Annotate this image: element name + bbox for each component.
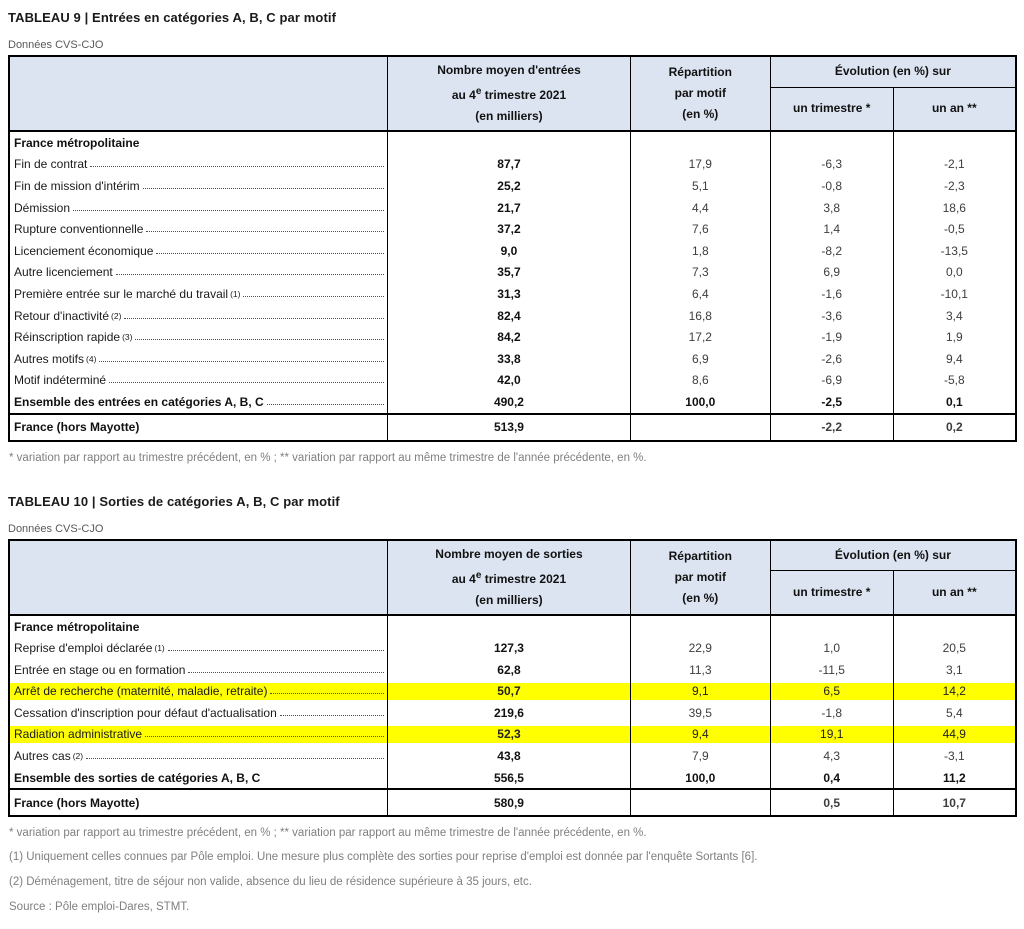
cell-value: 513,9	[388, 414, 631, 441]
row-label	[9, 615, 388, 638]
table-row	[9, 283, 1016, 305]
row-label-text: Démission	[14, 200, 71, 215]
cell-value: 39,5	[630, 702, 770, 724]
group-row	[9, 615, 1016, 638]
row-label-text: France (hors Mayotte)	[14, 795, 140, 810]
cell-value: 6,4	[630, 283, 770, 305]
table-row	[9, 702, 1016, 724]
row-label-text: Entrée en stage ou en formation	[14, 662, 186, 677]
dot-leader	[86, 758, 384, 759]
dot-leader	[145, 736, 384, 737]
cell-value: 7,9	[630, 745, 770, 767]
france-total-row	[9, 414, 1016, 441]
row-label	[9, 745, 388, 767]
cell-value: -10,1	[893, 283, 1016, 305]
cell-value: 580,9	[388, 789, 631, 816]
cell-value: 100,0	[630, 391, 770, 414]
cell-value: -6,3	[770, 154, 893, 176]
cell-value: 19,1	[770, 724, 893, 746]
table-row	[9, 262, 1016, 284]
cell-value: 5,4	[893, 702, 1016, 724]
table-row	[9, 745, 1016, 767]
cell-value: 3,8	[770, 197, 893, 219]
row-label-text: Motif indéterminé	[14, 373, 107, 388]
row-label	[9, 131, 388, 154]
cell-value: 82,4	[388, 305, 631, 327]
cell-value: -2,1	[893, 154, 1016, 176]
cell-value: 20,5	[893, 637, 1016, 659]
cell-value: -1,9	[770, 326, 893, 348]
row-label	[9, 414, 388, 441]
row-label	[9, 197, 388, 219]
measure-line3: (en milliers)	[475, 109, 543, 123]
table-row	[9, 370, 1016, 392]
cell-value: 7,6	[630, 218, 770, 240]
measure-line1: Nombre moyen de sorties	[435, 546, 583, 561]
table-row	[9, 326, 1016, 348]
cell-value: -3,6	[770, 305, 893, 327]
row-label-text: Autres motifs	[14, 351, 85, 366]
table10-header	[9, 540, 1016, 615]
table-row	[9, 175, 1016, 197]
table10-subtitle: Données CVS-CJO	[8, 522, 104, 535]
row-label-text: Licenciement économique	[14, 243, 154, 258]
table9-body	[9, 131, 1016, 414]
row-label-text: Fin de contrat	[14, 157, 88, 172]
cell-value: 6,9	[770, 262, 893, 284]
row-label	[9, 637, 388, 659]
row-label-text: Autre licenciement	[14, 265, 113, 280]
dot-leader	[143, 188, 384, 189]
table-row	[9, 240, 1016, 262]
cell-value	[630, 615, 770, 638]
cell-value	[388, 131, 631, 154]
cell-value: 11,3	[630, 659, 770, 681]
cell-value	[893, 615, 1016, 638]
cell-value: 9,1	[630, 681, 770, 703]
cell-value: 18,6	[893, 197, 1016, 219]
table10-france-row	[9, 789, 1016, 816]
row-label-text: Retour d'inactivité	[14, 308, 110, 323]
row-label	[9, 326, 388, 348]
cell-value: 1,4	[770, 218, 893, 240]
row-label	[9, 370, 388, 392]
cell-value	[770, 131, 893, 154]
row-label-text: France métropolitaine	[14, 135, 140, 150]
cell-value: 0,0	[893, 262, 1016, 284]
group-row	[9, 131, 1016, 154]
cell-value: 6,9	[630, 348, 770, 370]
cell-value: 8,6	[630, 370, 770, 392]
cell-value: 87,7	[388, 154, 631, 176]
dot-leader	[73, 210, 384, 211]
row-label-text: Radiation administrative	[14, 727, 143, 742]
cell-value: -2,2	[770, 414, 893, 441]
row-label	[9, 175, 388, 197]
row-label-text: Première entrée sur le marché du travail	[14, 286, 229, 301]
cell-value: 22,9	[630, 637, 770, 659]
cell-value: -5,8	[893, 370, 1016, 392]
evolution-header: Évolution (en %) sur	[770, 56, 1016, 87]
cell-value: 127,3	[388, 637, 631, 659]
cell-value: 9,0	[388, 240, 631, 262]
footnote-ref: (4)	[86, 353, 97, 364]
row-label	[9, 283, 388, 305]
cell-value: 42,0	[388, 370, 631, 392]
cell-value: 11,2	[893, 767, 1016, 790]
cell-value: 4,4	[630, 197, 770, 219]
cell-value	[630, 131, 770, 154]
dot-leader	[156, 253, 384, 254]
cell-value: -11,5	[770, 659, 893, 681]
cell-value	[630, 789, 770, 816]
row-label-text: Rupture conventionnelle	[14, 222, 144, 237]
cell-value: 7,3	[630, 262, 770, 284]
cell-value: 4,3	[770, 745, 893, 767]
table-row	[9, 681, 1016, 703]
cell-value: 16,8	[630, 305, 770, 327]
superscript-e: e	[475, 86, 482, 97]
evolution-quarter-header: un trimestre *	[770, 87, 893, 131]
cell-value: -2,3	[893, 175, 1016, 197]
row-label-text: France (hors Mayotte)	[14, 420, 140, 435]
cell-value: 9,4	[630, 724, 770, 746]
table9-title: TABLEAU 9 | Entrées en catégories A, B, C par motif	[8, 10, 337, 25]
dot-leader	[116, 274, 384, 275]
cell-value: 31,3	[388, 283, 631, 305]
evolution-header: Évolution (en %) sur	[770, 540, 1016, 571]
row-label-text: France métropolitaine	[14, 619, 140, 634]
cell-value: 25,2	[388, 175, 631, 197]
cell-value: 62,8	[388, 659, 631, 681]
row-label-text: Ensemble des entrées en catégories A, B, C	[14, 394, 264, 409]
table9-subtitle: Données CVS-CJO	[8, 39, 104, 51]
corner-cell	[9, 540, 388, 615]
dot-leader	[109, 382, 384, 383]
measure-header: Nombre moyen de sorties au 4e trimestre 2021 (en milliers)	[388, 540, 631, 615]
row-label-text: Cessation d'inscription pour défaut d'actualisation	[14, 705, 277, 720]
table10	[8, 539, 1017, 818]
cell-value: -13,5	[893, 240, 1016, 262]
footnote-ref: (2)	[111, 310, 122, 321]
row-label	[9, 724, 388, 746]
cell-value: 556,5	[388, 767, 631, 790]
cell-value: 35,7	[388, 262, 631, 284]
cell-value: 3,1	[893, 659, 1016, 681]
corner-cell	[9, 56, 388, 131]
table-row	[9, 348, 1016, 370]
cell-value: 44,9	[893, 724, 1016, 746]
dot-leader	[270, 693, 384, 694]
footnote-ref: (1)	[230, 288, 241, 299]
row-label	[9, 391, 388, 414]
dot-leader	[135, 339, 384, 340]
table10-body	[9, 615, 1016, 790]
bottom-notes	[8, 850, 1017, 914]
footnote-1: (1) Uniquement celles connues par Pôle emploi. Une mesure plus complète des sorties pour reprise d'emploi est donnée par l'enquête Sortants [6].	[9, 851, 758, 864]
table-row	[9, 767, 1016, 790]
table-row	[9, 197, 1016, 219]
measure-line2: au 4	[451, 571, 476, 586]
dot-leader	[280, 715, 384, 716]
table9-header	[9, 56, 1016, 131]
row-label-text: Autres cas	[14, 749, 71, 764]
superscript-e: e	[475, 569, 482, 581]
footnote-ref: (2)	[72, 751, 84, 762]
row-label-text: Reprise d'emploi déclarée	[14, 641, 153, 656]
dot-leader	[267, 404, 384, 405]
table10-block	[8, 494, 1017, 841]
row-label	[9, 702, 388, 724]
row-label	[9, 262, 388, 284]
row-label-text: Réinscription rapide	[14, 330, 121, 345]
footnote-ref: (1)	[154, 643, 165, 654]
repartition-header: Répartition par motif (en %)	[630, 56, 770, 131]
cell-value: 17,2	[630, 326, 770, 348]
row-label	[9, 767, 388, 790]
cell-value: 52,3	[388, 724, 631, 746]
cell-value: -0,8	[770, 175, 893, 197]
cell-value: -2,6	[770, 348, 893, 370]
footnote-ref: (3)	[122, 332, 133, 343]
cell-value: 37,2	[388, 218, 631, 240]
dot-leader	[124, 318, 384, 319]
table9-france-row	[9, 414, 1016, 441]
cell-value: 100,0	[630, 767, 770, 790]
dot-leader	[168, 650, 384, 651]
cell-value: 490,2	[388, 391, 631, 414]
row-label	[9, 681, 388, 703]
row-label-text: Fin de mission d'intérim	[14, 178, 140, 193]
cell-value: 6,5	[770, 681, 893, 703]
france-total-row	[9, 789, 1016, 816]
table9-footnote: * variation par rapport au trimestre précédent, en % ; ** variation par rapport au même trimestre de l'année précédente, en %.	[9, 451, 647, 464]
table10-title: TABLEAU 10 | Sorties de catégories A, B, C par motif	[8, 493, 340, 509]
cell-value: -1,8	[770, 702, 893, 724]
cell-value: 9,4	[893, 348, 1016, 370]
cell-value: 3,4	[893, 305, 1016, 327]
measure-header: Nombre moyen d'entrées au 4e trimestre 2021 (en milliers)	[388, 56, 631, 131]
row-label	[9, 659, 388, 681]
evolution-quarter-header: un trimestre *	[770, 571, 893, 615]
evolution-year-header: un an **	[893, 571, 1016, 615]
cell-value: 43,8	[388, 745, 631, 767]
row-label	[9, 305, 388, 327]
row-label-text: Ensemble des sorties de catégories A, B, C	[14, 770, 261, 785]
cell-value: 0,5	[770, 789, 893, 816]
cell-value	[630, 414, 770, 441]
table-row	[9, 724, 1016, 746]
cell-value	[388, 615, 631, 638]
cell-value	[893, 131, 1016, 154]
cell-value: 1,9	[893, 326, 1016, 348]
cell-value: 5,1	[630, 175, 770, 197]
cell-value: 1,8	[630, 240, 770, 262]
measure-line1: Nombre moyen d'entrées	[437, 63, 581, 77]
cell-value: 10,7	[893, 789, 1016, 816]
source-note: Source : Pôle emploi-Dares, STMT.	[9, 901, 190, 914]
cell-value: -1,6	[770, 283, 893, 305]
cell-value: 219,6	[388, 702, 631, 724]
cell-value: 21,7	[388, 197, 631, 219]
table9-block	[8, 10, 1017, 465]
row-label	[9, 154, 388, 176]
table-row	[9, 305, 1016, 327]
table9	[8, 55, 1017, 442]
cell-value: 50,7	[388, 681, 631, 703]
dot-leader	[99, 361, 384, 362]
table-row	[9, 391, 1016, 414]
cell-value: 33,8	[388, 348, 631, 370]
row-label	[9, 348, 388, 370]
footnote-2: (2) Déménagement, titre de séjour non valide, absence du lieu de résidence supérieure à 35 jours, etc.	[9, 876, 532, 889]
table10-footnote: * variation par rapport au trimestre précédent, en % ; ** variation par rapport au même trimestre de l'année précédente, en %.	[9, 827, 647, 840]
dot-leader	[188, 672, 384, 673]
evolution-year-header: un an **	[893, 87, 1016, 131]
table-row	[9, 659, 1016, 681]
row-label-text: Arrêt de recherche (maternité, maladie, retraite)	[14, 684, 268, 699]
cell-value: -8,2	[770, 240, 893, 262]
cell-value: -3,1	[893, 745, 1016, 767]
table-row	[9, 218, 1016, 240]
cell-value: 14,2	[893, 681, 1016, 703]
cell-value: 84,2	[388, 326, 631, 348]
cell-value: 0,2	[893, 414, 1016, 441]
cell-value: 0,1	[893, 391, 1016, 414]
cell-value	[770, 615, 893, 638]
cell-value: -0,5	[893, 218, 1016, 240]
row-label	[9, 789, 388, 816]
table-row	[9, 637, 1016, 659]
repartition-header: Répartition par motif (en %)	[630, 540, 770, 615]
cell-value: -2,5	[770, 391, 893, 414]
table-row	[9, 154, 1016, 176]
cell-value: 1,0	[770, 637, 893, 659]
dot-leader	[243, 296, 384, 297]
dot-leader	[90, 166, 384, 167]
row-label	[9, 218, 388, 240]
measure-line2: au 4	[451, 88, 476, 102]
measure-line3: (en milliers)	[475, 592, 543, 607]
dot-leader	[146, 231, 384, 232]
row-label	[9, 240, 388, 262]
cell-value: 0,4	[770, 767, 893, 790]
cell-value: -6,9	[770, 370, 893, 392]
cell-value: 17,9	[630, 154, 770, 176]
